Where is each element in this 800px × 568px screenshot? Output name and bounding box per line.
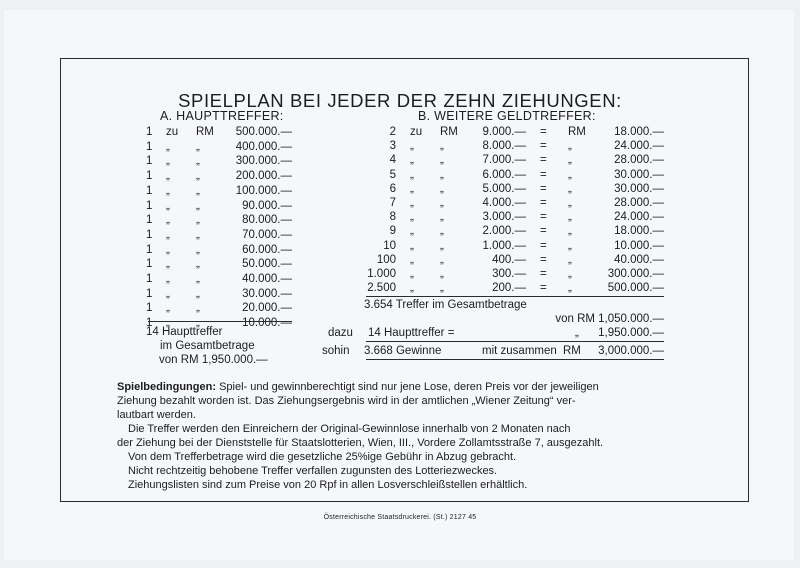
dazu-rm: „ bbox=[575, 327, 579, 339]
section-b-count: 2 bbox=[389, 126, 396, 138]
section-a-rm: „ bbox=[196, 228, 200, 241]
section-b-equals: = bbox=[540, 182, 547, 195]
section-b-rm: „ bbox=[440, 239, 444, 252]
section-b-amount: 4.000.— bbox=[482, 197, 526, 209]
section-b-total: 18.000.— bbox=[614, 225, 664, 238]
section-b-rm2: „ bbox=[568, 253, 572, 266]
section-a-total-line2: im Gesamtbetrage bbox=[160, 340, 255, 352]
section-a-rm: „ bbox=[196, 243, 200, 256]
section-b-count: 9 bbox=[389, 225, 396, 238]
section-b-zu: „ bbox=[410, 182, 414, 195]
section-a-amount: 400.000.— bbox=[235, 140, 292, 153]
conditions-line3: lautbart werden. bbox=[117, 409, 196, 421]
section-b-equals: = bbox=[540, 253, 547, 266]
section-b-total: 28.000.— bbox=[614, 154, 664, 167]
section-b-equals: = bbox=[540, 239, 547, 252]
section-b-rm2: „ bbox=[568, 197, 572, 209]
section-a-count: 1 bbox=[146, 228, 153, 241]
section-a-amount: 200.000.— bbox=[235, 170, 292, 183]
section-a-rm: „ bbox=[196, 273, 200, 285]
section-a-amount: 100.000.— bbox=[235, 184, 292, 197]
section-a-rm: „ bbox=[196, 287, 200, 300]
conditions-line6: Von dem Trefferbetrage wird die gesetzliche 25%ige Gebühr in Abzug gebracht. bbox=[128, 451, 517, 463]
section-b-total: 300.000.— bbox=[607, 268, 664, 280]
section-a-count: 1 bbox=[146, 170, 153, 183]
section-b-amount: 200.— bbox=[492, 282, 526, 295]
conditions-line1 bbox=[117, 380, 599, 395]
section-b-equals: = bbox=[540, 225, 547, 238]
section-a-zu: „ bbox=[166, 199, 170, 212]
section-a-count: 1 bbox=[146, 302, 153, 315]
section-b-equals: = bbox=[540, 154, 547, 167]
section-a-rm: „ bbox=[196, 302, 200, 315]
section-a-amount: 50.000.— bbox=[242, 258, 292, 271]
section-b-rm2: „ bbox=[568, 282, 572, 295]
section-a-count: 1 bbox=[146, 317, 153, 330]
sohin-rule bbox=[366, 359, 664, 360]
section-b-rm2: „ bbox=[568, 225, 572, 238]
section-b-amount: 3.000.— bbox=[482, 211, 526, 224]
section-b-zu: „ bbox=[410, 268, 414, 280]
section-b-zu: „ bbox=[410, 282, 414, 295]
section-b-total: 10.000.— bbox=[614, 239, 664, 252]
section-a-rm: „ bbox=[196, 184, 200, 197]
sohin-rm: RM bbox=[563, 345, 581, 357]
section-b-amount: 6.000.— bbox=[482, 168, 526, 181]
section-b-total: 500.000.— bbox=[607, 282, 664, 295]
section-a-zu: „ bbox=[166, 258, 170, 271]
sohin-text: 3.668 Gewinne bbox=[364, 345, 442, 357]
section-a-rm: „ bbox=[196, 258, 200, 271]
section-a-zu: „ bbox=[166, 155, 170, 168]
section-b-sum-line2: von RM 1,050.000.— bbox=[555, 313, 664, 325]
section-b-count: 2.500 bbox=[367, 282, 396, 295]
section-b-zu: „ bbox=[410, 225, 414, 238]
conditions-line4: Die Treffer werden den Einreichern der Original-Gewinnlose innerhalb von 2 Monaten nach bbox=[128, 423, 571, 435]
section-a-zu: „ bbox=[166, 317, 170, 330]
conditions-label: Spielbedingungen: bbox=[117, 381, 216, 393]
section-a-count: 1 bbox=[146, 199, 153, 212]
section-a-zu: „ bbox=[166, 184, 170, 197]
section-a-count: 1 bbox=[146, 155, 153, 168]
section-a-amount: 90.000.— bbox=[242, 199, 292, 212]
section-a-zu: „ bbox=[166, 302, 170, 315]
section-b-equals: = bbox=[540, 211, 547, 224]
section-a-zu: „ bbox=[166, 170, 170, 183]
dazu-label: dazu bbox=[328, 327, 353, 339]
section-b-zu: zu bbox=[410, 126, 423, 138]
section-b-count: 6 bbox=[389, 182, 396, 195]
section-b-amount: 2.000.— bbox=[482, 225, 526, 238]
section-a-zu: „ bbox=[166, 287, 170, 300]
section-b-rm: „ bbox=[440, 211, 444, 224]
section-b-count: 8 bbox=[389, 211, 396, 224]
section-b-amount: 5.000.— bbox=[482, 182, 526, 195]
section-a-amount: 500.000.— bbox=[235, 126, 292, 138]
dazu-text: 14 Haupttreffer = bbox=[368, 327, 455, 339]
section-b-zu: „ bbox=[410, 211, 414, 224]
section-b-amount: 400.— bbox=[492, 253, 526, 266]
section-b-count: 10 bbox=[383, 239, 396, 252]
section-a-rm: „ bbox=[196, 199, 200, 212]
section-b-equals: = bbox=[540, 197, 547, 209]
page-title: SPIELPLAN BEI JEDER DER ZEHN ZIEHUNGEN: bbox=[178, 90, 622, 112]
section-a-amount: 300.000.— bbox=[235, 155, 292, 168]
section-b-equals: = bbox=[540, 140, 547, 153]
section-b-rm2: „ bbox=[568, 154, 572, 167]
section-b-heading: B. WEITERE GELDTREFFER: bbox=[418, 109, 596, 123]
conditions-line5: der Ziehung bei der Dienststelle für Staatslotterien, Wien, III., Vordere Zollamtsstraße 7, ausgezahlt. bbox=[117, 437, 604, 449]
section-b-sum-line1: 3.654 Treffer im Gesamtbetrage bbox=[364, 299, 527, 311]
section-b-rm2: „ bbox=[568, 239, 572, 252]
section-a-rm: „ bbox=[196, 214, 200, 227]
printer-imprint: Österreichische Staatsdruckerei. (St.) 2127 45 bbox=[323, 514, 477, 521]
section-a-count: 1 bbox=[146, 126, 153, 138]
section-a-rm: RM bbox=[196, 126, 214, 138]
sohin-label: sohin bbox=[322, 345, 350, 357]
section-b-rm: „ bbox=[440, 253, 444, 266]
section-a-amount: 60.000.— bbox=[242, 243, 292, 256]
section-a-count: 1 bbox=[146, 184, 153, 197]
section-b-zu: „ bbox=[410, 140, 414, 153]
section-a-total-line3: von RM 1,950.000.— bbox=[159, 354, 268, 366]
section-b-rm: „ bbox=[440, 168, 444, 181]
section-a-zu: „ bbox=[166, 228, 170, 241]
section-b-zu: „ bbox=[410, 239, 414, 252]
section-b-rm: „ bbox=[440, 154, 444, 167]
section-a-count: 1 bbox=[146, 214, 153, 227]
section-b-zu: „ bbox=[410, 197, 414, 209]
section-b-rule bbox=[366, 296, 664, 297]
section-b-total: 40.000.— bbox=[614, 253, 664, 266]
section-b-equals: = bbox=[540, 126, 547, 138]
section-a-heading: A. HAUPTTREFFER: bbox=[160, 109, 284, 123]
section-b-total: 18.000.— bbox=[614, 126, 664, 138]
section-b-rm2: „ bbox=[568, 268, 572, 280]
section-a-total-line1: 14 Haupttreffer bbox=[146, 326, 223, 338]
section-b-amount: 300.— bbox=[492, 268, 526, 280]
section-a-amount: 30.000.— bbox=[242, 287, 292, 300]
section-a-amount: 10.000.— bbox=[242, 317, 292, 330]
section-b-count: 3 bbox=[389, 140, 396, 153]
section-b-amount: 1.000.— bbox=[482, 239, 526, 252]
section-a-rm: „ bbox=[196, 317, 200, 330]
section-a-zu: „ bbox=[166, 273, 170, 285]
section-b-total: 24.000.— bbox=[614, 211, 664, 224]
section-a-rule bbox=[148, 321, 292, 322]
conditions-line1-text: Spiel- und gewinnberechtigt sind nur jene Lose, deren Preis vor der jeweiligen bbox=[219, 381, 599, 393]
section-a-count: 1 bbox=[146, 273, 153, 285]
section-b-total: 30.000.— bbox=[614, 182, 664, 195]
section-b-total: 24.000.— bbox=[614, 140, 664, 153]
section-a-count: 1 bbox=[146, 140, 153, 153]
section-b-equals: = bbox=[540, 268, 547, 280]
section-a-rm: „ bbox=[196, 170, 200, 183]
section-b-amount: 9.000.— bbox=[482, 126, 526, 138]
conditions-line8: Ziehungslisten sind zum Preise von 20 Rpf in allen Losverschleißstellen erhältlich. bbox=[128, 479, 528, 491]
section-b-equals: = bbox=[540, 168, 547, 181]
section-a-rm: „ bbox=[196, 155, 200, 168]
section-b-rm: „ bbox=[440, 282, 444, 295]
section-b-rm2: „ bbox=[568, 182, 572, 195]
section-a-amount: 40.000.— bbox=[242, 273, 292, 285]
dazu-amount: 1,950.000.— bbox=[598, 327, 664, 339]
section-b-count: 1.000 bbox=[367, 268, 396, 280]
section-a-amount: 80.000.— bbox=[242, 214, 292, 227]
section-b-count: 4 bbox=[389, 154, 396, 167]
section-a-count: 1 bbox=[146, 258, 153, 271]
section-b-equals: = bbox=[540, 282, 547, 295]
section-b-rm: „ bbox=[440, 197, 444, 209]
sohin-mit: mit zusammen bbox=[482, 345, 557, 357]
section-b-count: 5 bbox=[389, 168, 396, 181]
section-a-zu: „ bbox=[166, 140, 170, 153]
section-a-count: 1 bbox=[146, 287, 153, 300]
section-b-amount: 8.000.— bbox=[482, 140, 526, 153]
section-b-count: 100 bbox=[376, 253, 396, 266]
section-b-rm2: RM bbox=[568, 126, 586, 138]
section-b-rm: RM bbox=[440, 126, 458, 138]
section-b-rm: „ bbox=[440, 140, 444, 153]
section-b-rm2: „ bbox=[568, 168, 572, 181]
conditions-line2: Ziehung bezahlt worden ist. Das Ziehungsergebnis wird in der amtlichen „Wiener Zeitung“ ver- bbox=[117, 395, 576, 407]
section-a-zu: zu bbox=[166, 126, 179, 138]
conditions-line7: Nicht rechtzeitig behobene Treffer verfallen zugunsten des Lotteriezweckes. bbox=[128, 465, 498, 477]
section-a-rm: „ bbox=[196, 140, 200, 153]
section-b-rm2: „ bbox=[568, 211, 572, 224]
section-b-count: 7 bbox=[389, 197, 396, 209]
section-b-rm: „ bbox=[440, 225, 444, 238]
section-b-zu: „ bbox=[410, 253, 414, 266]
section-a-amount: 20.000.— bbox=[242, 302, 292, 315]
dazu-rule bbox=[366, 341, 664, 342]
section-a-zu: „ bbox=[166, 214, 170, 227]
section-a-amount: 70.000.— bbox=[242, 228, 292, 241]
section-a-count: 1 bbox=[146, 243, 153, 256]
section-b-amount: 7.000.— bbox=[482, 154, 526, 167]
section-a-zu: „ bbox=[166, 243, 170, 256]
section-b-zu: „ bbox=[410, 168, 414, 181]
section-b-total: 28.000.— bbox=[614, 197, 664, 209]
section-b-rm2: „ bbox=[568, 140, 572, 153]
section-b-rm: „ bbox=[440, 268, 444, 280]
section-b-total: 30.000.— bbox=[614, 168, 664, 181]
section-b-rm: „ bbox=[440, 182, 444, 195]
sohin-amount: 3,000.000.— bbox=[598, 345, 664, 357]
section-b-zu: „ bbox=[410, 154, 414, 167]
